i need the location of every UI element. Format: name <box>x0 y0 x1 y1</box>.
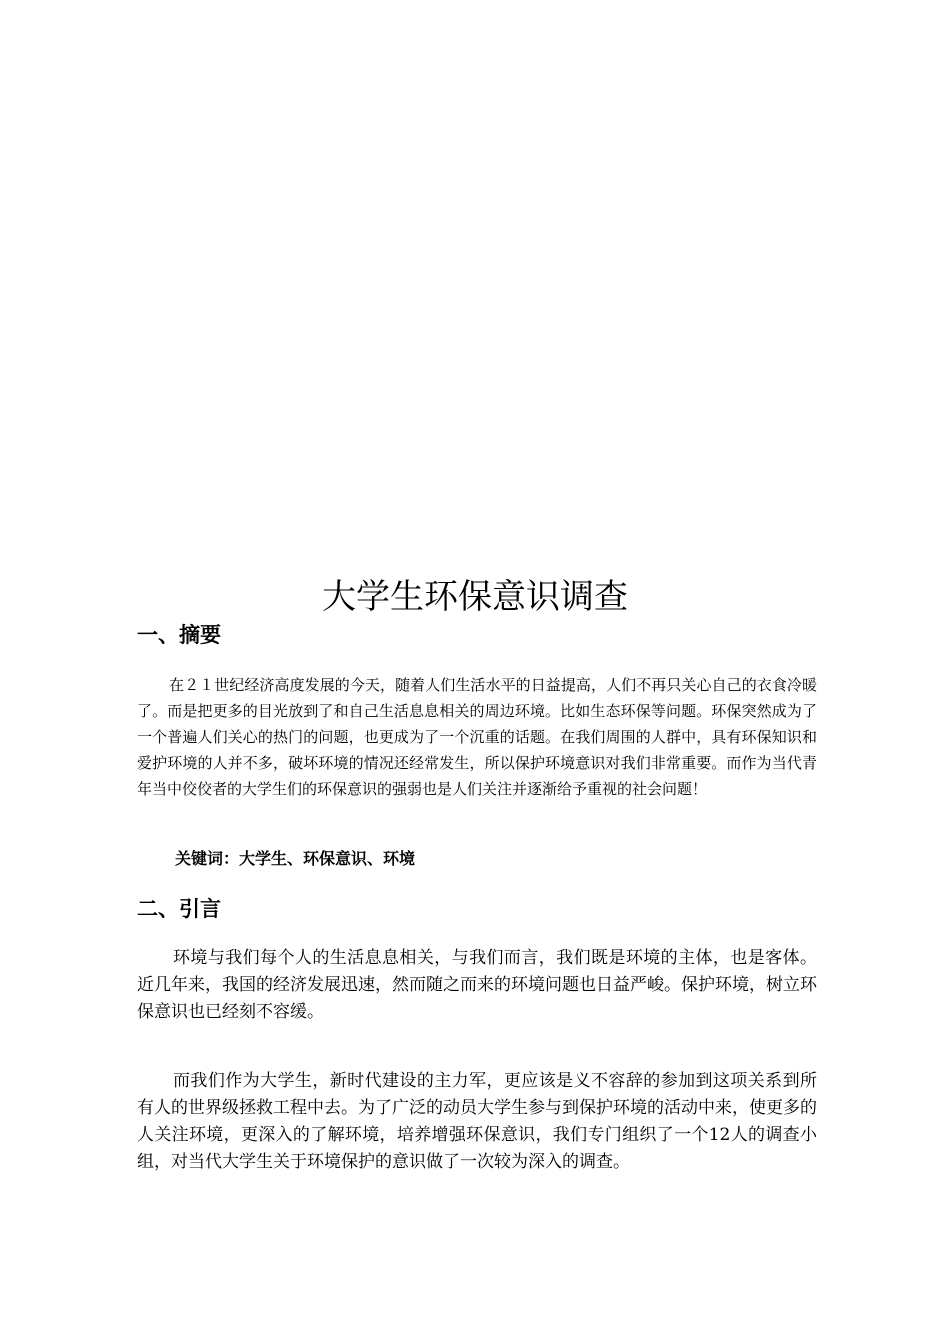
intro-paragraph-1: 环境与我们每个人的生活息息相关，与我们而言，我们既是环境的主体，也是客体。近几年来，我国的经济发展迅速，然而随之而来的环境问题也日益严峻。保护环境，树立环保意识也已经刻不容缓。 <box>137 948 817 1022</box>
intro-heading: 二、引言 <box>137 897 221 921</box>
abstract-paragraph: 在２１世纪经济高度发展的今天，随着人们生活水平的日益提高，人们不再只关心自己的衣食冷暖了。而是把更多的目光放到了和自己生活息息相关的周边环境。比如生态环保等问题。环保突然成为了一个普遍人们关心的热门的问题，也更成为了一个沉重的话题。在我们周围的人群中，具有环保知识和爱护环境的人并不多，破坏环境的情况还经常发生，所以保护环境意识对我们非常重要。而作为当代青年当中佼佼者的大学生们的环保意识的强弱也是人们关注并逐渐给予重视的社会问题！ <box>137 676 817 798</box>
intro-paragraph-2: 而我们作为大学生，新时代建设的主力军，更应该是义不容辞的参加到这项关系到所有人的世界级拯救工程中去。为了广泛的动员大学生参与到保护环境的活动中来，使更多的人关注环境，更深入的了解环境，培养增强环保意识，我们专门组织了一个12人的调查小组，对当代大学生关于环境保护的意识做了一次较为深入的调查。 <box>137 1071 817 1172</box>
keywords-line: 关键词：大学生、环保意识、环境 <box>175 849 416 868</box>
document-title: 大学生环保意识调查 <box>322 577 628 617</box>
abstract-heading: 一、摘要 <box>137 623 221 647</box>
